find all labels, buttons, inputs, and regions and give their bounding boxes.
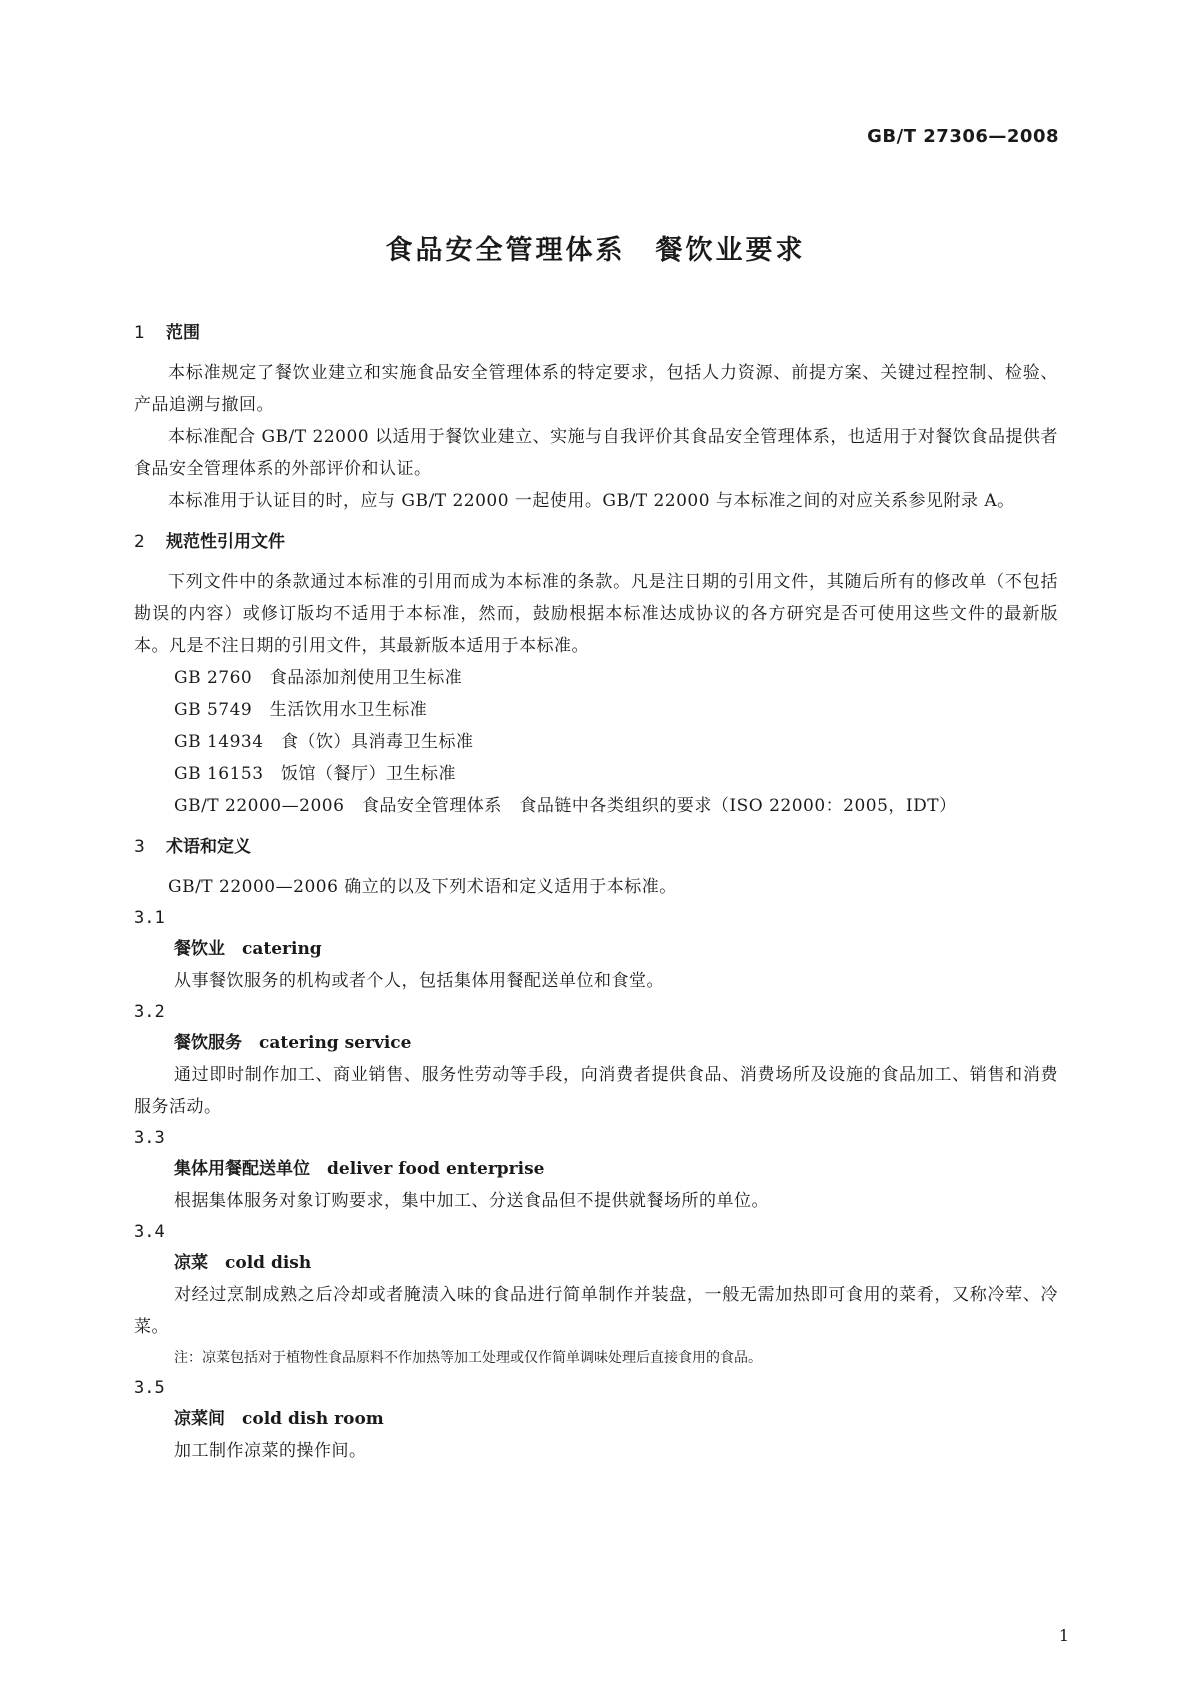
document-body	[134, 318, 1058, 1467]
section-number: 2	[134, 532, 145, 552]
clause-number: 3.4	[134, 1222, 165, 1242]
reference-item: GB 14934 食（饮）具消毒卫生标准	[174, 732, 474, 752]
term-entry	[134, 933, 1058, 965]
reference-item: GB/T 22000—2006 食品安全管理体系 食品链中各类组织的要求（ISO 22000：2005，IDT）	[174, 796, 957, 816]
term-en: catering	[242, 939, 322, 959]
term-entry	[134, 1027, 1058, 1059]
reference-item: GB 2760 食品添加剂使用卫生标准	[174, 668, 463, 688]
section-heading-scope	[134, 318, 1058, 343]
section-title: 术语和定义	[166, 837, 251, 857]
term-entry	[134, 1247, 1058, 1279]
paragraph: 本标准配合 GB/T 22000 以适用于餐饮业建立、实施与自我评价其食品安全管理体系，也适用于对餐饮食品提供者食品安全管理体系的外部评价和认证。	[134, 427, 1058, 479]
reference-item: GB 5749 生活饮用水卫生标准	[174, 700, 428, 720]
term-zh: 集体用餐配送单位	[174, 1159, 310, 1179]
clause-number: 3.3	[134, 1128, 165, 1148]
term-en: cold dish	[225, 1253, 312, 1273]
term-definition: 加工制作凉菜的操作间。	[174, 1441, 367, 1461]
clause-number: 3.5	[134, 1378, 165, 1398]
term-entry	[134, 1403, 1058, 1435]
section-heading-terms	[134, 832, 1058, 857]
paragraph: 下列文件中的条款通过本标准的引用而成为本标准的条款。凡是注日期的引用文件，其随后所有的修改单（不包括勘误的内容）或修订版均不适用于本标准，然而，鼓励根据本标准达成协议的各方研究是否可使用这些文件的最新版本。凡是不注日期的引用文件，其最新版本适用于本标准。	[134, 572, 1058, 656]
term-definition: 通过即时制作加工、商业销售、服务性劳动等手段，向消费者提供食品、消费场所及设施的食品加工、销售和消费服务活动。	[134, 1065, 1058, 1117]
term-entry	[134, 1153, 1058, 1185]
paragraph: 本标准用于认证目的时，应与 GB/T 22000 一起使用。GB/T 22000 与本标准之间的对应关系参见附录 A。	[168, 491, 1015, 511]
term-definition: 对经过烹制成熟之后冷却或者腌渍入味的食品进行简单制作并装盘，一般无需加热即可食用的菜肴，又称冷荤、冷菜。	[134, 1285, 1058, 1337]
section-title: 范围	[166, 323, 200, 343]
page-number: 1	[1058, 1626, 1069, 1645]
term-en: catering service	[259, 1033, 412, 1053]
paragraph: GB/T 22000—2006 确立的以及下列术语和定义适用于本标准。	[168, 877, 677, 897]
reference-item: GB 16153 饭馆（餐厅）卫生标准	[174, 764, 457, 784]
term-zh: 餐饮服务	[174, 1033, 242, 1053]
section-number: 3	[134, 837, 145, 857]
section-title: 规范性引用文件	[166, 532, 285, 552]
standard-number: GB/T 27306—2008	[867, 126, 1059, 147]
term-note: 注：凉菜包括对于植物性食品原料不作加热等加工处理或仅作简单调味处理后直接食用的食品。	[174, 1350, 762, 1366]
clause-number: 3.2	[134, 1002, 165, 1022]
term-definition: 从事餐饮服务的机构或者个人，包括集体用餐配送单位和食堂。	[174, 971, 664, 991]
paragraph: 本标准规定了餐饮业建立和实施食品安全管理体系的特定要求，包括人力资源、前提方案、关键过程控制、检验、产品追溯与撤回。	[134, 363, 1058, 415]
term-zh: 餐饮业	[174, 939, 225, 959]
document-title: 食品安全管理体系 餐饮业要求	[385, 235, 806, 266]
term-definition: 根据集体服务对象订购要求，集中加工、分送食品但不提供就餐场所的单位。	[174, 1191, 769, 1211]
term-zh: 凉菜	[174, 1253, 208, 1273]
section-number: 1	[134, 323, 145, 343]
clause-number: 3.1	[134, 908, 165, 928]
section-heading-normative-references	[134, 527, 1058, 552]
term-zh: 凉菜间	[174, 1409, 225, 1429]
term-en: cold dish room	[242, 1409, 384, 1429]
term-en: deliver food enterprise	[327, 1159, 545, 1179]
